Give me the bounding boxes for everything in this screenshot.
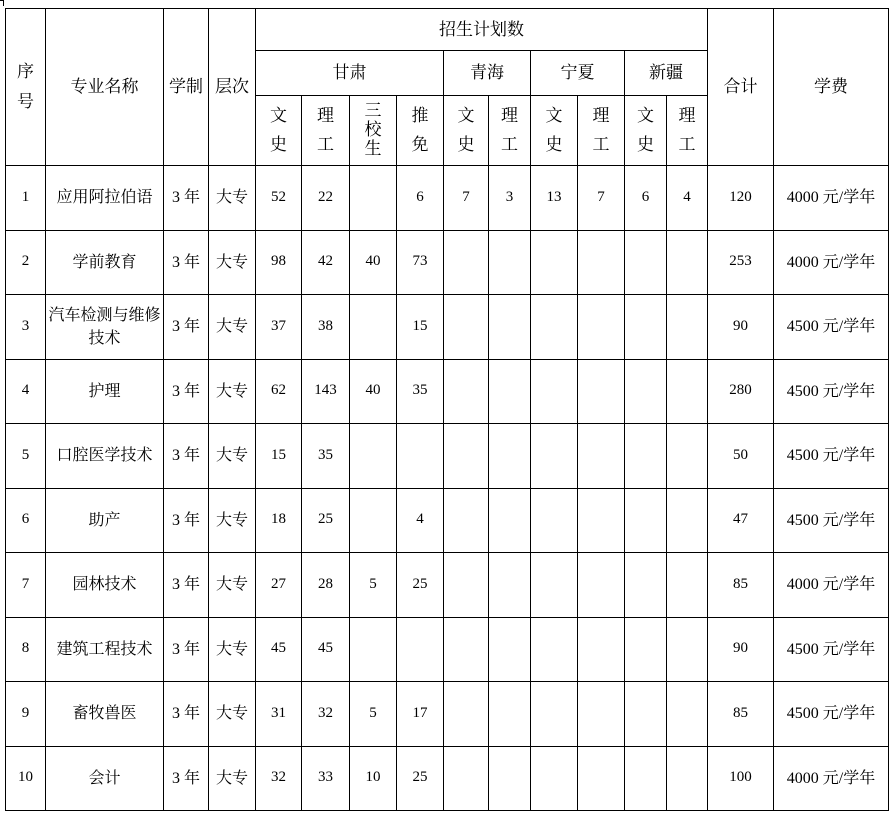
- header-level: 层次: [209, 9, 256, 166]
- table-row: [6, 230, 889, 295]
- enrollment-plan-table: [5, 8, 889, 811]
- plan-count-cell: 37: [256, 295, 302, 360]
- plan-count-cell: [444, 488, 489, 553]
- plan-count-cell: 40: [350, 359, 397, 424]
- plan-count-cell: 15: [256, 424, 302, 489]
- major-name-cell: 学前教育: [46, 230, 164, 295]
- plan-count-cell: 35: [302, 424, 350, 489]
- total-cell: 100: [708, 746, 774, 811]
- plan-count-cell: 52: [256, 166, 302, 231]
- plan-count-cell: [350, 166, 397, 231]
- header-gansu-sanxiaosheng: [350, 96, 397, 166]
- plan-count-cell: [489, 488, 531, 553]
- plan-count-cell: [667, 359, 708, 424]
- level-cell: 大专: [209, 617, 256, 682]
- table-row: [6, 295, 889, 360]
- major-name-cell: 会计: [46, 746, 164, 811]
- fee-cell: 4500 元/学年: [774, 617, 889, 682]
- plan-count-cell: [625, 230, 667, 295]
- plan-count-cell: 35: [397, 359, 444, 424]
- header-gansu-sanxiaosheng-label: 三校生: [364, 101, 382, 159]
- plan-count-cell: [489, 682, 531, 747]
- plan-count-cell: 25: [302, 488, 350, 553]
- plan-count-cell: [397, 617, 444, 682]
- plan-count-cell: [578, 553, 625, 618]
- plan-count-cell: [625, 617, 667, 682]
- plan-count-cell: 25: [397, 746, 444, 811]
- plan-count-cell: [667, 488, 708, 553]
- plan-count-cell: [578, 424, 625, 489]
- plan-count-cell: [578, 617, 625, 682]
- header-ningxia-wenshi: [531, 96, 578, 166]
- total-cell: 85: [708, 553, 774, 618]
- plan-count-cell: [625, 682, 667, 747]
- plan-count-cell: [667, 230, 708, 295]
- duration-cell: 3 年: [164, 359, 209, 424]
- header-total: 合计: [708, 9, 774, 166]
- plan-count-cell: 73: [397, 230, 444, 295]
- header-gansu-tuimian-label: 推免: [411, 106, 429, 154]
- plan-count-cell: [667, 746, 708, 811]
- plan-count-cell: 4: [667, 166, 708, 231]
- plan-count-cell: 143: [302, 359, 350, 424]
- duration-cell: 3 年: [164, 553, 209, 618]
- plan-count-cell: 25: [397, 553, 444, 618]
- plan-count-cell: 5: [350, 682, 397, 747]
- plan-count-cell: 15: [397, 295, 444, 360]
- table-header: [6, 9, 889, 166]
- duration-cell: 3 年: [164, 295, 209, 360]
- plan-count-cell: [667, 617, 708, 682]
- fee-cell: 4500 元/学年: [774, 488, 889, 553]
- major-name-cell: 护理: [46, 359, 164, 424]
- header-qinghai-wenshi: [444, 96, 489, 166]
- table-row: [6, 166, 889, 231]
- plan-count-cell: 7: [578, 166, 625, 231]
- plan-count-cell: 3: [489, 166, 531, 231]
- duration-cell: 3 年: [164, 617, 209, 682]
- plan-count-cell: [489, 746, 531, 811]
- plan-count-cell: 13: [531, 166, 578, 231]
- plan-count-cell: [350, 424, 397, 489]
- duration-cell: 3 年: [164, 166, 209, 231]
- fee-cell: 4000 元/学年: [774, 746, 889, 811]
- table-row: [6, 617, 889, 682]
- fee-cell: 4500 元/学年: [774, 295, 889, 360]
- table-row: [6, 424, 889, 489]
- row-index-cell: 7: [6, 553, 46, 618]
- header-xinjiang-ligong-label: 理工: [678, 106, 696, 154]
- level-cell: 大专: [209, 359, 256, 424]
- plan-count-cell: [531, 488, 578, 553]
- corner-mark: [0, 0, 4, 6]
- header-ningxia-wenshi-label: 文史: [545, 106, 563, 154]
- plan-count-cell: 40: [350, 230, 397, 295]
- plan-count-cell: [350, 295, 397, 360]
- plan-count-cell: 38: [302, 295, 350, 360]
- level-cell: 大专: [209, 424, 256, 489]
- header-index: [6, 9, 46, 166]
- fee-cell: 4500 元/学年: [774, 682, 889, 747]
- plan-count-cell: [531, 553, 578, 618]
- level-cell: 大专: [209, 230, 256, 295]
- row-index-cell: 9: [6, 682, 46, 747]
- plan-count-cell: [489, 617, 531, 682]
- row-index-cell: 8: [6, 617, 46, 682]
- plan-count-cell: [444, 617, 489, 682]
- plan-count-cell: 22: [302, 166, 350, 231]
- plan-count-cell: [625, 295, 667, 360]
- header-gansu-ligong-label: 理工: [317, 106, 334, 154]
- plan-count-cell: 5: [350, 553, 397, 618]
- plan-count-cell: [489, 424, 531, 489]
- plan-count-cell: [531, 746, 578, 811]
- header-xinjiang-ligong: [667, 96, 708, 166]
- table-row: [6, 746, 889, 811]
- row-index-cell: 1: [6, 166, 46, 231]
- header-xinjiang-wenshi-label: 文史: [637, 106, 654, 154]
- plan-count-cell: 45: [302, 617, 350, 682]
- row-index-cell: 10: [6, 746, 46, 811]
- table-row: [6, 488, 889, 553]
- plan-count-cell: [667, 424, 708, 489]
- fee-cell: 4000 元/学年: [774, 166, 889, 231]
- table-row: [6, 359, 889, 424]
- plan-count-cell: 42: [302, 230, 350, 295]
- header-duration: 学制: [164, 9, 209, 166]
- row-index-cell: 5: [6, 424, 46, 489]
- plan-count-cell: [444, 746, 489, 811]
- fee-cell: 4500 元/学年: [774, 359, 889, 424]
- row-index-cell: 6: [6, 488, 46, 553]
- header-fee: 学费: [774, 9, 889, 166]
- header-index-label: 序号: [17, 62, 34, 111]
- level-cell: 大专: [209, 682, 256, 747]
- plan-count-cell: [531, 617, 578, 682]
- plan-count-cell: [625, 424, 667, 489]
- plan-count-cell: [667, 295, 708, 360]
- plan-count-cell: 6: [397, 166, 444, 231]
- row-index-cell: 2: [6, 230, 46, 295]
- plan-count-cell: [397, 424, 444, 489]
- total-cell: 120: [708, 166, 774, 231]
- plan-count-cell: [578, 682, 625, 747]
- table-body: [6, 166, 889, 811]
- header-xinjiang-wenshi: [625, 96, 667, 166]
- plan-count-cell: [531, 359, 578, 424]
- header-gansu-wenshi-label: 文史: [270, 106, 287, 154]
- plan-count-cell: [350, 488, 397, 553]
- plan-count-cell: [578, 746, 625, 811]
- plan-count-cell: 18: [256, 488, 302, 553]
- header-region-xinjiang: 新疆: [625, 51, 708, 96]
- plan-count-cell: [625, 746, 667, 811]
- plan-count-cell: [489, 295, 531, 360]
- plan-count-cell: [489, 553, 531, 618]
- duration-cell: 3 年: [164, 682, 209, 747]
- header-major: 专业名称: [46, 9, 164, 166]
- plan-count-cell: [531, 682, 578, 747]
- plan-count-cell: [625, 359, 667, 424]
- row-index-cell: 4: [6, 359, 46, 424]
- plan-count-cell: [444, 553, 489, 618]
- plan-count-cell: [350, 617, 397, 682]
- plan-count-cell: 7: [444, 166, 489, 231]
- fee-cell: 4000 元/学年: [774, 553, 889, 618]
- header-region-qinghai: 青海: [444, 51, 531, 96]
- major-name-cell: 口腔医学技术: [46, 424, 164, 489]
- header-gansu-tuimian: [397, 96, 444, 166]
- header-qinghai-wenshi-label: 文史: [457, 106, 475, 154]
- plan-count-cell: [489, 230, 531, 295]
- plan-count-cell: [444, 682, 489, 747]
- plan-count-cell: [667, 682, 708, 747]
- plan-count-cell: [489, 359, 531, 424]
- plan-count-cell: [667, 553, 708, 618]
- total-cell: 85: [708, 682, 774, 747]
- header-ningxia-ligong: [578, 96, 625, 166]
- plan-count-cell: [531, 230, 578, 295]
- header-qinghai-ligong-label: 理工: [501, 106, 518, 154]
- duration-cell: 3 年: [164, 488, 209, 553]
- major-name-cell: 园林技术: [46, 553, 164, 618]
- plan-count-cell: 31: [256, 682, 302, 747]
- table-row: [6, 682, 889, 747]
- table-row: [6, 553, 889, 618]
- plan-count-cell: 4: [397, 488, 444, 553]
- plan-count-cell: 28: [302, 553, 350, 618]
- plan-count-cell: 45: [256, 617, 302, 682]
- level-cell: 大专: [209, 553, 256, 618]
- plan-count-cell: 32: [256, 746, 302, 811]
- plan-count-cell: [625, 488, 667, 553]
- plan-count-cell: [444, 230, 489, 295]
- header-enrollment-plan: 招生计划数: [256, 9, 708, 51]
- plan-count-cell: [444, 359, 489, 424]
- plan-count-cell: 27: [256, 553, 302, 618]
- header-ningxia-ligong-label: 理工: [592, 106, 610, 154]
- major-name-cell: 汽车检测与维修技术: [46, 295, 164, 360]
- plan-count-cell: 98: [256, 230, 302, 295]
- plan-count-cell: [578, 230, 625, 295]
- total-cell: 47: [708, 488, 774, 553]
- row-index-cell: 3: [6, 295, 46, 360]
- duration-cell: 3 年: [164, 230, 209, 295]
- duration-cell: 3 年: [164, 424, 209, 489]
- level-cell: 大专: [209, 295, 256, 360]
- plan-count-cell: 17: [397, 682, 444, 747]
- plan-count-cell: [444, 295, 489, 360]
- fee-cell: 4000 元/学年: [774, 230, 889, 295]
- total-cell: 90: [708, 617, 774, 682]
- plan-count-cell: [444, 424, 489, 489]
- plan-count-cell: [578, 488, 625, 553]
- duration-cell: 3 年: [164, 746, 209, 811]
- plan-count-cell: [578, 359, 625, 424]
- header-row-top: [6, 9, 889, 51]
- header-region-gansu: 甘肃: [256, 51, 444, 96]
- major-name-cell: 应用阿拉伯语: [46, 166, 164, 231]
- major-name-cell: 建筑工程技术: [46, 617, 164, 682]
- level-cell: 大专: [209, 488, 256, 553]
- level-cell: 大专: [209, 166, 256, 231]
- plan-count-cell: [578, 295, 625, 360]
- total-cell: 90: [708, 295, 774, 360]
- plan-count-cell: [531, 295, 578, 360]
- plan-count-cell: [625, 553, 667, 618]
- total-cell: 253: [708, 230, 774, 295]
- major-name-cell: 畜牧兽医: [46, 682, 164, 747]
- plan-count-cell: 33: [302, 746, 350, 811]
- level-cell: 大专: [209, 746, 256, 811]
- major-name-cell: 助产: [46, 488, 164, 553]
- header-qinghai-ligong: [489, 96, 531, 166]
- total-cell: 50: [708, 424, 774, 489]
- header-region-ningxia: 宁夏: [531, 51, 625, 96]
- plan-count-cell: 6: [625, 166, 667, 231]
- plan-count-cell: 32: [302, 682, 350, 747]
- header-gansu-ligong: [302, 96, 350, 166]
- fee-cell: 4500 元/学年: [774, 424, 889, 489]
- plan-count-cell: 62: [256, 359, 302, 424]
- plan-count-cell: [531, 424, 578, 489]
- total-cell: 280: [708, 359, 774, 424]
- plan-count-cell: 10: [350, 746, 397, 811]
- header-gansu-wenshi: [256, 96, 302, 166]
